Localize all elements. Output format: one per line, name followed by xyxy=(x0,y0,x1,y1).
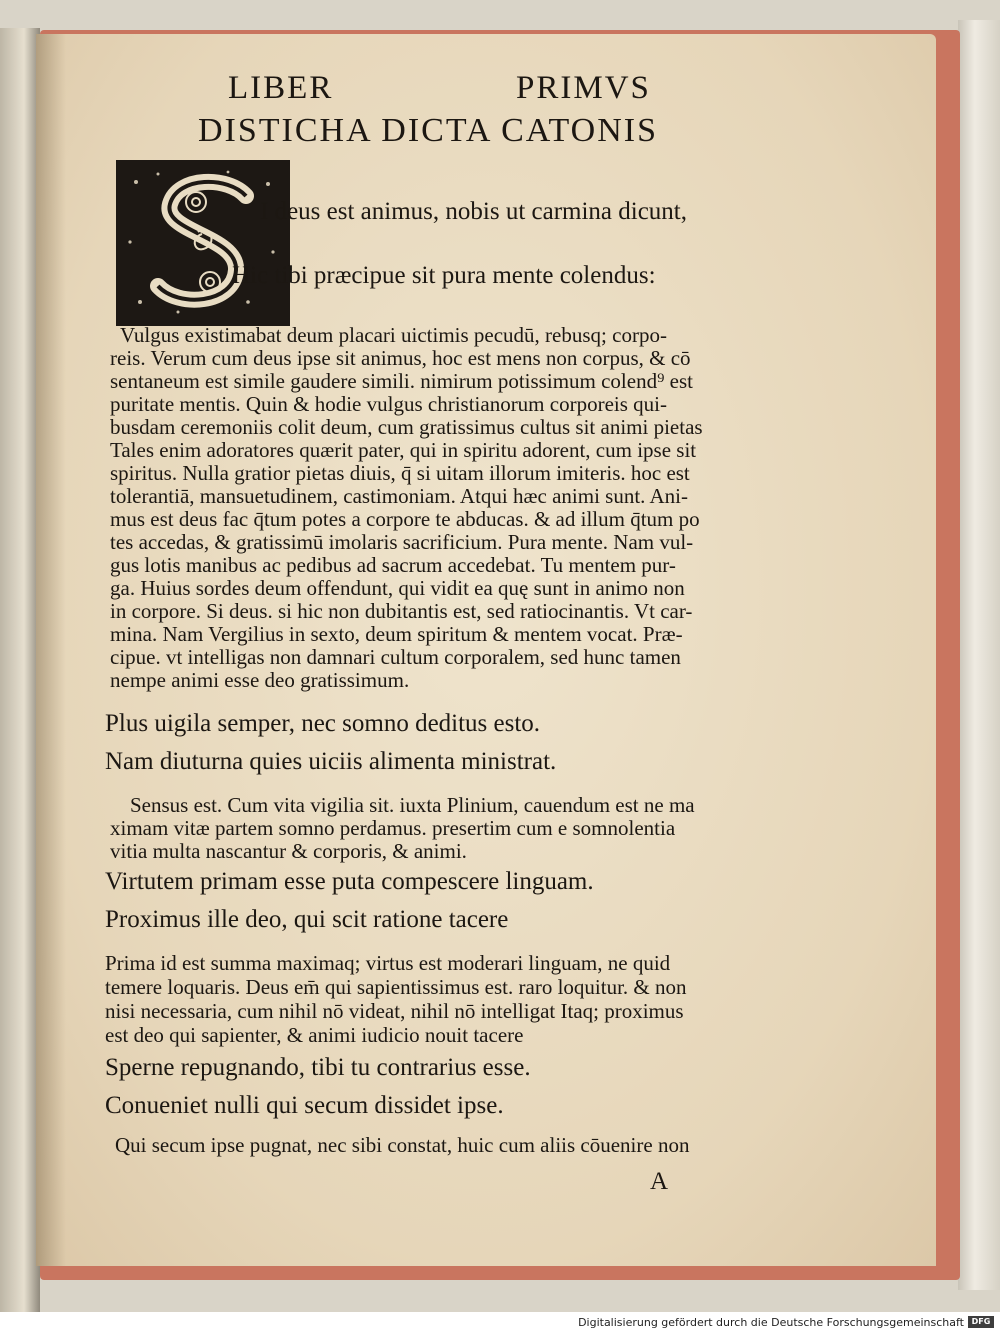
commentary-line: tes accedas, & gratissimū imolaris sacrificium. Pura mente. Nam vul- xyxy=(110,530,694,554)
header-right: PRIMVS xyxy=(516,70,651,106)
verse-line: Virtutem primam esse puta compescere linguam. xyxy=(105,868,594,895)
verse-line: Sperne repugnando, tibi tu contrarius esse. xyxy=(105,1054,531,1081)
commentary-line: nempe animi esse deo gratissimum. xyxy=(110,668,410,692)
commentary-line: sentaneum est simile gaudere simili. nimirum potissimum colend⁹ est xyxy=(110,369,693,393)
commentary-line: busdam ceremoniis colit deum, cum gratissimus cultus sit animi pietas xyxy=(110,415,703,439)
running-header xyxy=(36,70,936,110)
verse-line: Proximus ille deo, qui scit ratione tacere xyxy=(105,906,509,933)
commentary-line: Prima id est summa maximaq; virtus est moderari linguam, ne quid xyxy=(105,951,671,975)
commentary-line: mus est deus fac q̄tum potes a corpore te abducas. & ad illum q̄tum po xyxy=(110,507,700,531)
commentary-line: ximam vitæ partem somno perdamus. presertim cum e somnolentia xyxy=(110,816,676,840)
verse-line: Plus uigila semper, nec somno deditus esto. xyxy=(105,710,541,737)
page-title: DISTICHA DICTA CATONIS xyxy=(198,112,659,149)
commentary-line: cipue. vt intelligas non damnari cultum corporalem, sed hunc tamen xyxy=(110,645,681,669)
commentary-line: nisi necessaria, cum nihil nō videat, nihil nō intelligat Itaq; proximus xyxy=(105,999,684,1023)
commentary-line: ga. Huius sordes deum offendunt, qui vidit ea quę sunt in animo non xyxy=(110,576,685,600)
verse-line: I deus est animus, nobis ut carmina dicunt, xyxy=(260,198,688,225)
signature-mark: A xyxy=(650,1168,669,1195)
commentary-line: Vulgus existimabat deum placari uictimis pecudū, rebusq; corpo- xyxy=(120,323,667,347)
commentary-line: puritate mentis. Quin & hodie vulgus christianorum corporeis qui- xyxy=(110,392,667,416)
decorated-initial-s-icon xyxy=(116,160,290,326)
verse-line: Hic tibi præcipue sit pura mente colendus: xyxy=(232,262,656,289)
commentary-line: temere loquaris. Deus em̄ qui sapientissimus est. raro loquitur. & non xyxy=(105,975,687,999)
commentary-line: mina. Nam Vergilius in sexto, deum spiritum & mentem vocat. Præ- xyxy=(110,622,683,646)
commentary-line: in corpore. Si deus. si hic non dubitantis est, sed ratiocinantis. Vt car- xyxy=(110,599,693,623)
commentary-line: Qui secum ipse pugnat, nec sibi constat, huic cum aliis cōuenire non xyxy=(115,1133,690,1157)
left-page-edge xyxy=(0,28,40,1312)
commentary-line: Tales enim adoratores quærit pater, qui in spiritu adorent, cum ipse sit xyxy=(110,438,697,462)
verse-line: Nam diuturna quies uiciis alimenta ministrat. xyxy=(105,748,557,775)
commentary-line: spiritus. Nulla gratior pietas diuis, q̄ si uitam illorum imiteris. hoc est xyxy=(110,461,690,485)
commentary-line: vitia multa nascantur & corporis, & animi. xyxy=(110,839,467,863)
commentary-line: Sensus est. Cum vita vigilia sit. iuxta Plinium, cauendum est ne ma xyxy=(130,793,695,817)
footer-bar xyxy=(0,1312,1000,1333)
commentary-line: est deo qui sapienter, & animi iudicio nouit tacere xyxy=(105,1023,524,1047)
header-left: LIBER xyxy=(228,70,334,106)
commentary-line: gus lotis manibus ac pedibus ad sacrum accedebat. Tu mentem pur- xyxy=(110,553,676,577)
commentary-line: reis. Verum cum deus ipse sit animus, hoc est mens non corpus, & cō xyxy=(110,346,691,370)
dfg-logo-icon: DFG xyxy=(968,1316,994,1328)
commentary-line: tolerantiā, mansuetudinem, castimoniam. Atqui hæc animi sunt. Ani- xyxy=(110,484,688,508)
right-page-fold xyxy=(958,20,1000,1290)
footer-credit: Digitalisierung gefördert durch die Deutsche Forschungsgemeinschaft xyxy=(578,1316,964,1329)
verse-line: Conueniet nulli qui secum dissidet ipse. xyxy=(105,1092,504,1119)
